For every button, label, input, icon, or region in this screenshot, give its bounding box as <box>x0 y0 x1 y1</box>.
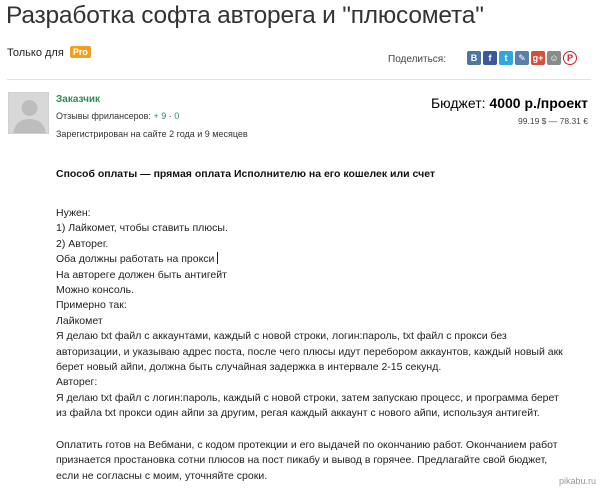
desc-line: 2) Авторег. <box>56 237 109 250</box>
header-divider <box>7 79 591 80</box>
freelancer-reviews <box>56 111 179 121</box>
paragraph-gap <box>56 422 596 438</box>
pinterest-icon[interactable]: P <box>563 51 577 65</box>
budget-label: Бюджет: <box>430 95 486 111</box>
avatar[interactable] <box>8 92 49 134</box>
desc-line: авторизации, и указываю адрес поста, после чего плюсы идут перебором аккаунтов, каждый новый акк <box>56 345 563 358</box>
desc-line: из файла txt прокси один айпи за другим, регая каждый аккаунт с нового айпи, используя антигейт. <box>56 407 540 420</box>
twitter-icon[interactable]: t <box>499 51 513 65</box>
share-icons <box>467 51 577 65</box>
facebook-icon[interactable]: f <box>483 51 497 65</box>
reviews-positive[interactable]: + 9 <box>153 111 167 121</box>
project-description <box>56 206 596 484</box>
google-plus-icon[interactable]: g+ <box>531 51 545 65</box>
budget-conversion: 99.19 $ — 78.31 € <box>518 116 588 126</box>
watermark: pikabu.ru <box>558 476 596 486</box>
livejournal-icon[interactable]: ✎ <box>515 51 529 65</box>
desc-line: Примерно так: <box>56 299 127 312</box>
registered-info: Зарегистрирован на сайте 2 года и 9 месяцев <box>56 129 248 139</box>
desc-line-text: Оба должны работать на прокси <box>56 253 215 266</box>
reviews-negative[interactable]: 0 <box>174 111 180 121</box>
budget <box>431 95 588 111</box>
closing-line: признается простановка сотни плюсов на пост пикабу и вывод в горячее. Предлагайте свой бюджет, <box>56 454 548 467</box>
desc-line <box>56 252 596 267</box>
reviews-label: Отзывы фрилансеров: <box>56 111 151 121</box>
closing-line: Оплатить готов на Вебмани, с кодом протекции и его выдачей по окончанию работ. Окончанием работ <box>56 438 558 451</box>
text-cursor <box>217 252 218 264</box>
page-title: Разработка софта авторега и "плюсомета" <box>6 2 484 29</box>
desc-line: Авторег: <box>56 376 98 389</box>
share-label: Поделиться: <box>388 54 446 65</box>
desc-line: Нужен: <box>56 207 91 219</box>
desc-line: 1) Лайкомет, чтобы ставить плюсы. <box>56 222 228 235</box>
budget-value: 4000 р./проект <box>489 95 588 111</box>
only-for-label: Только для <box>7 47 64 59</box>
vk-icon[interactable]: В <box>467 51 481 65</box>
desc-line: Я делаю txt файл с аккаунтами, каждый с новой строки, логин:пароль, txt файл с прокси без <box>56 330 507 343</box>
desc-line: берет новый айпи, должна быть случайная задержка в интервале 2-15 секунд. <box>56 361 442 374</box>
desc-line: На авторегe должен быть антигейт <box>56 268 227 281</box>
desc-line: Лайкомет <box>56 314 103 327</box>
access-note <box>7 46 91 59</box>
customer-name[interactable]: Заказчик <box>56 94 101 105</box>
payment-method: Способ оплаты — прямая оплата Исполнителю на его кошелек или счет <box>56 168 436 180</box>
desc-line: Я делаю txt файл с логин:пароль, каждый с новой строки, затем запускаю процесс, и программа берет <box>56 391 559 404</box>
desc-line: Можно консоль. <box>56 284 135 297</box>
pro-badge[interactable]: Pro <box>70 46 91 58</box>
reviews-separator: · <box>168 111 172 121</box>
odnoklassniki-icon[interactable]: ☺ <box>547 51 561 65</box>
closing-line: если не согласны с моим, уточняйте сроки. <box>56 469 268 482</box>
